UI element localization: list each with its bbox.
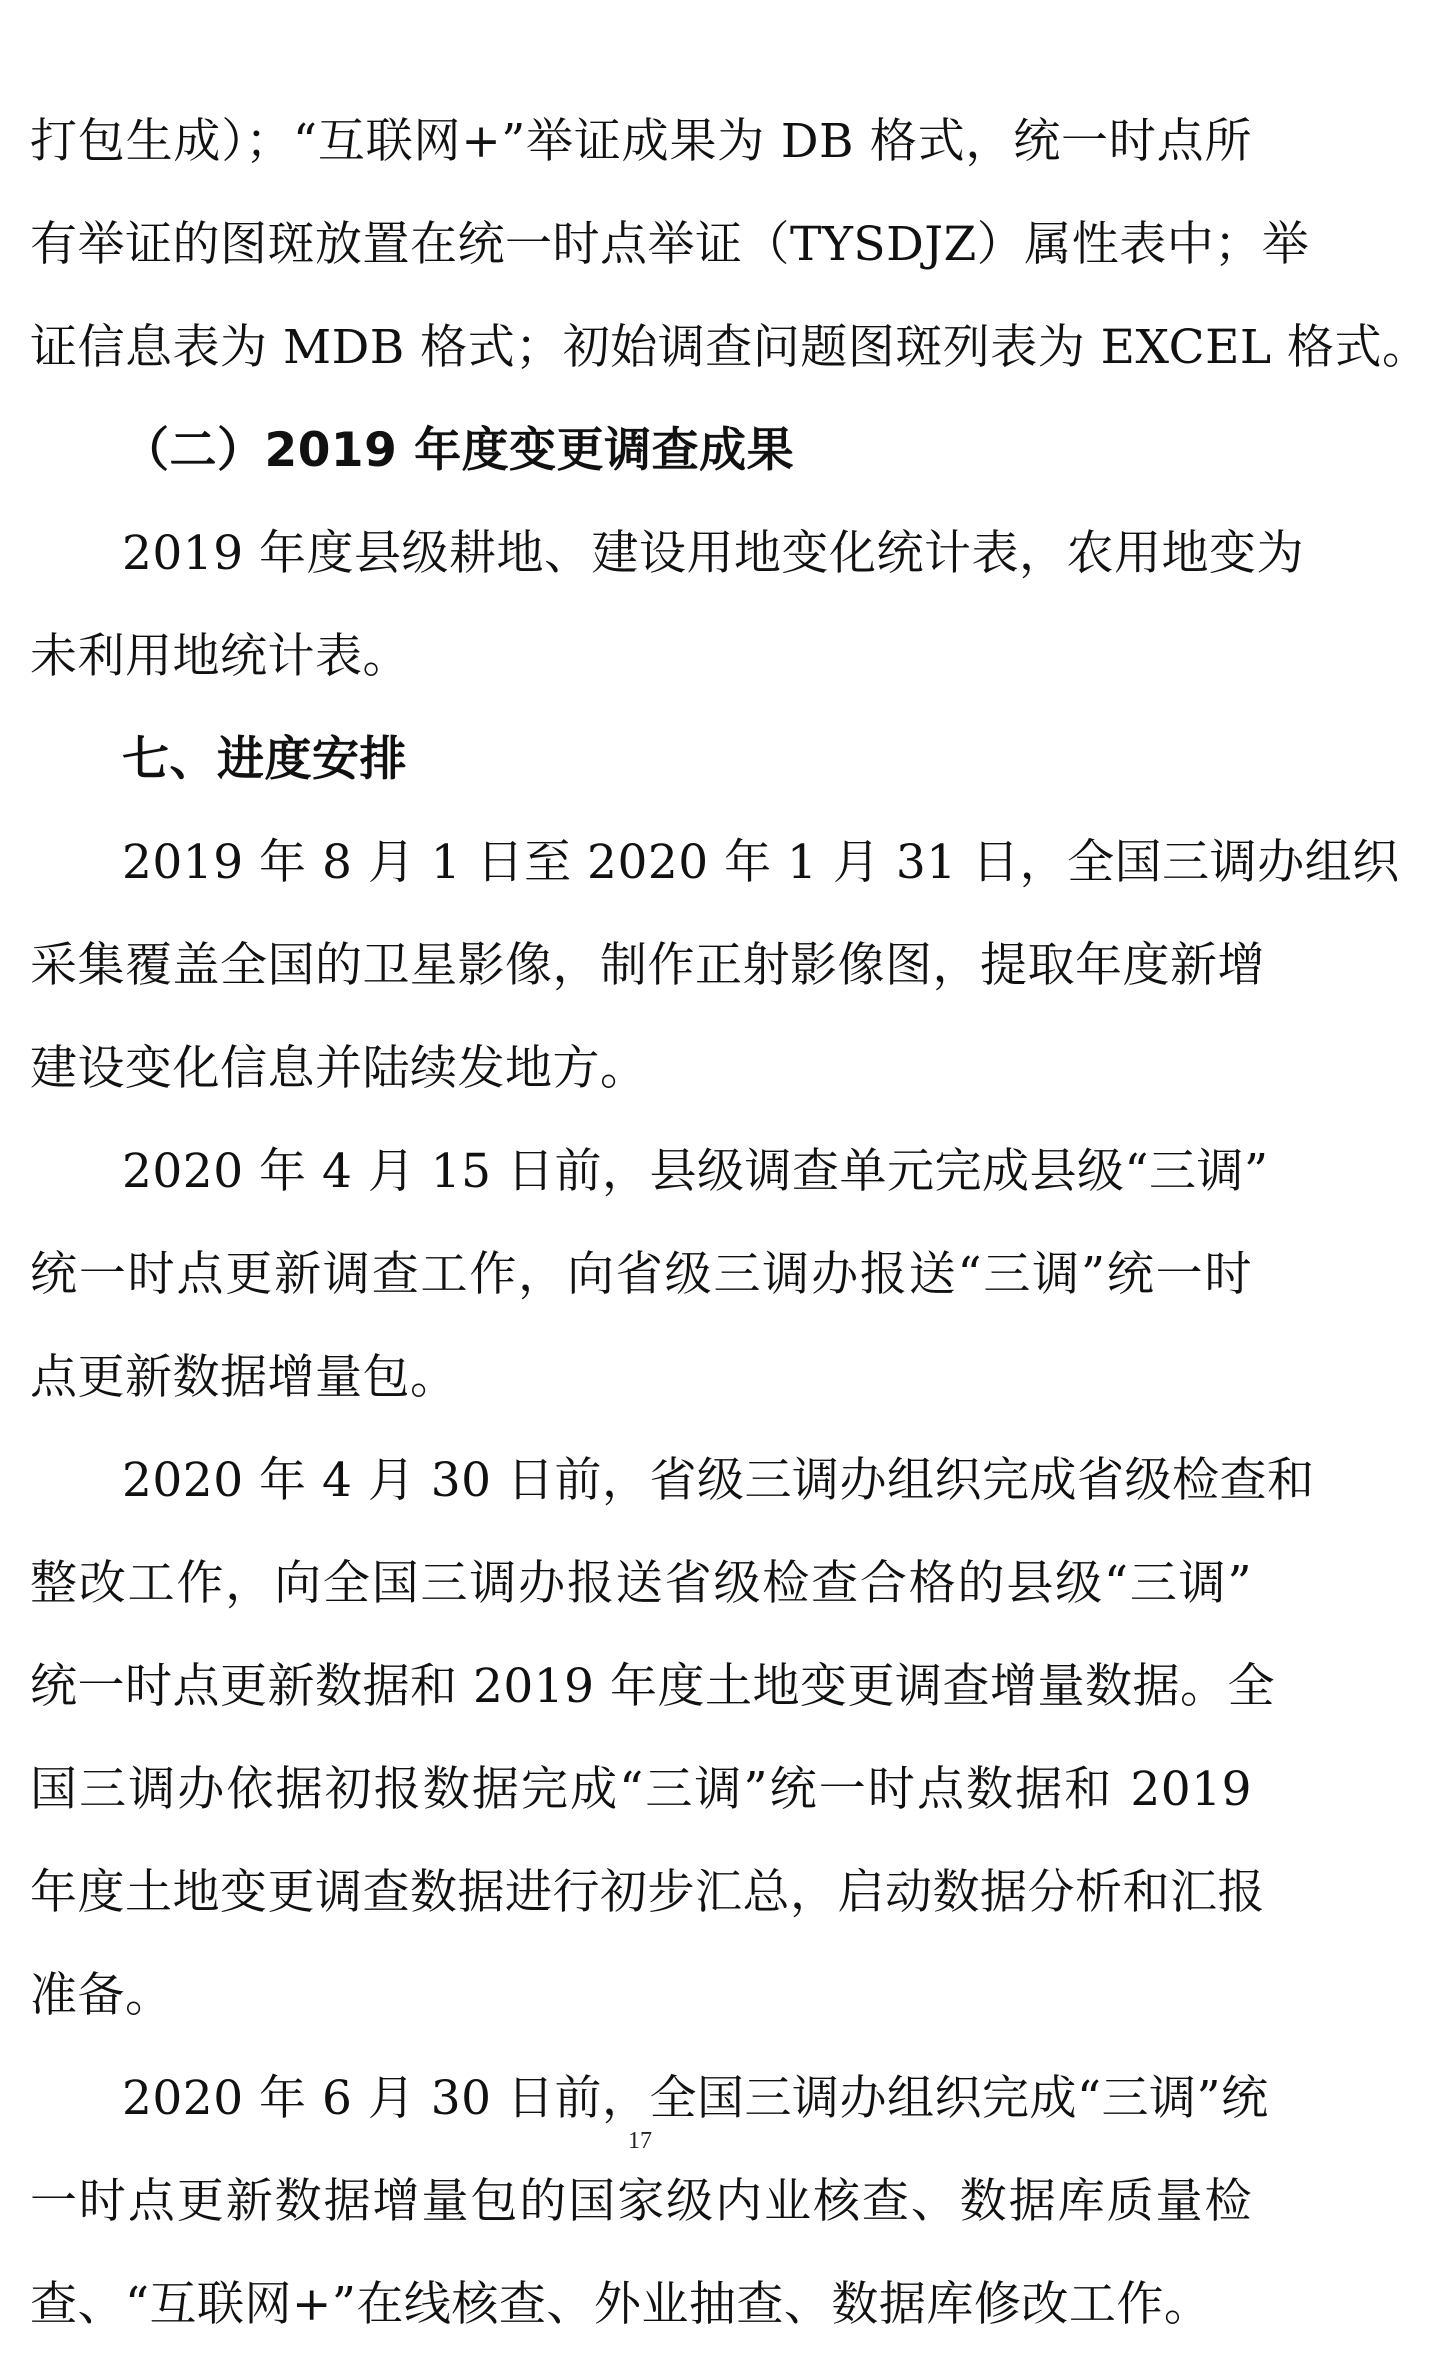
document-page xyxy=(30,90,1430,2356)
paragraph-line: 建设变化信息并陆续发地方。 xyxy=(30,1041,648,1096)
paragraph-line: 国三调办依据初报数据完成“三调”统一时点数据和 2019 xyxy=(30,1762,1252,1817)
paragraph-line: 未利用地统计表。 xyxy=(30,629,410,684)
paragraph-line: 一时点更新数据增量包的国家级内业核查、数据库质量检 xyxy=(30,2174,1252,2229)
paragraph-line: 2020 年 6 月 30 日前，全国三调办组织完成“三调”统 xyxy=(122,2071,1269,2126)
paragraph-line: 准备。 xyxy=(30,1968,173,2023)
paragraph-line: 打包生成）；“互联网+”举证成果为 DB 格式，统一时点所 xyxy=(30,114,1252,169)
paragraph-line: 有举证的图斑放置在统一时点举证（TYSDJZ）属性表中；举 xyxy=(30,217,1310,272)
paragraph-line: 证信息表为 MDB 格式；初始调查问题图斑列表为 EXCEL 格式。 xyxy=(30,320,1430,375)
paragraph-line: 2019 年 8 月 1 日至 2020 年 1 月 31 日，全国三调办组织 xyxy=(122,835,1400,890)
paragraph-line: 统一时点更新调查工作，向省级三调办报送“三调”统一时 xyxy=(30,1247,1252,1302)
paragraph-line: 点更新数据增量包。 xyxy=(30,1350,458,1405)
section-heading-schedule: 七、进度安排 xyxy=(122,732,407,787)
section-heading-2019-change-survey: （二）2019 年度变更调查成果 xyxy=(122,423,795,478)
paragraph-line: 查、“互联网+”在线核查、外业抽查、数据库修改工作。 xyxy=(30,2277,1212,2332)
paragraph-line: 2020 年 4 月 15 日前，县级调查单元完成县级“三调” xyxy=(122,1144,1269,1199)
paragraph-line: 采集覆盖全国的卫星影像，制作正射影像图，提取年度新增 xyxy=(30,938,1265,993)
paragraph-line: 2019 年度县级耕地、建设用地变化统计表，农用地变为 xyxy=(122,526,1305,581)
paragraph-line: 整改工作，向全国三调办报送省级检查合格的县级“三调” xyxy=(30,1556,1252,1611)
paragraph-line: 年度土地变更调查数据进行初步汇总，启动数据分析和汇报 xyxy=(30,1865,1265,1920)
page-number: 17 xyxy=(628,2128,652,2154)
paragraph-line: 统一时点更新数据和 2019 年度土地变更调查增量数据。全 xyxy=(30,1659,1275,1714)
paragraph-line: 2020 年 4 月 30 日前，省级三调办组织完成省级检查和 xyxy=(122,1453,1315,1508)
